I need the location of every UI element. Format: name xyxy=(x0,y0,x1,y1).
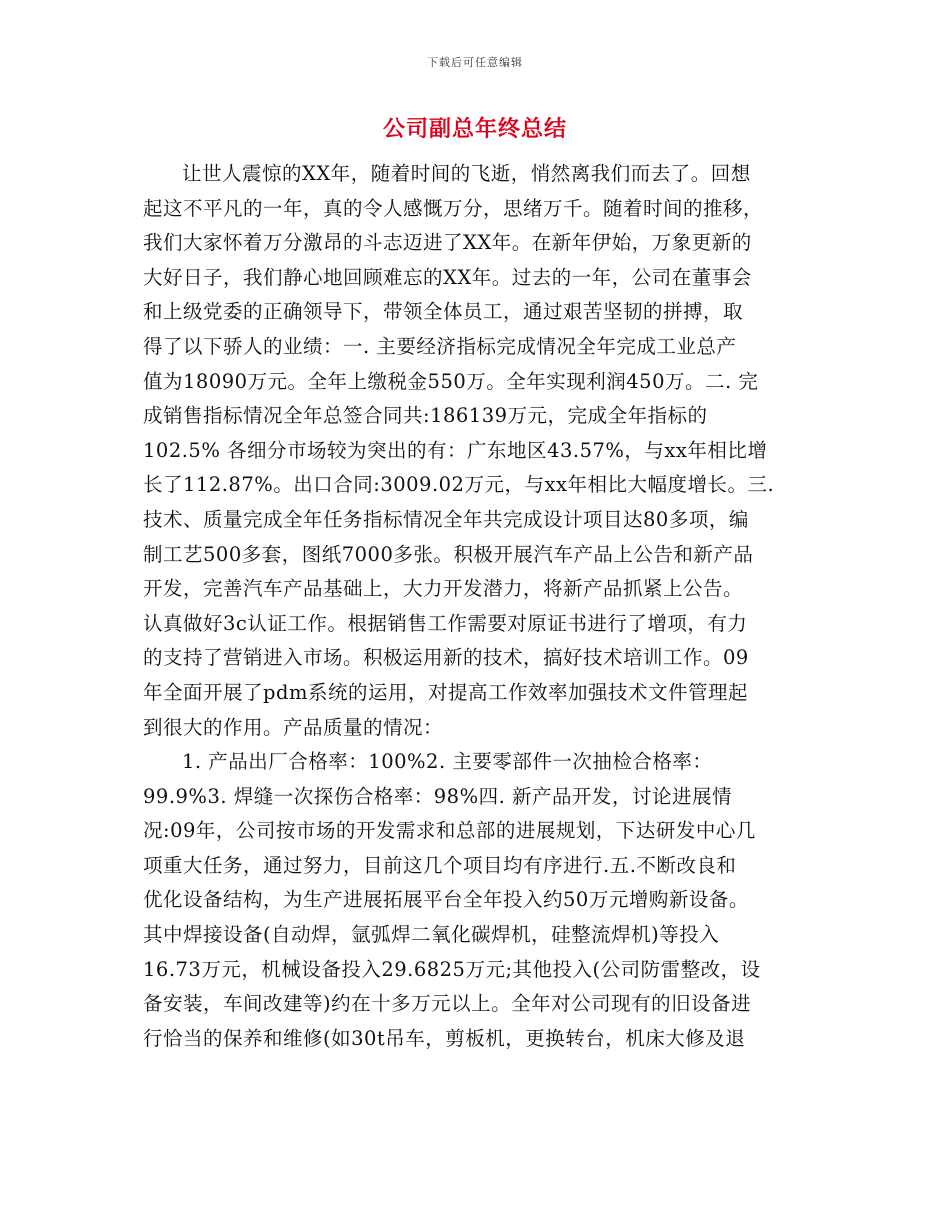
header-note: 下载后可任意编辑 xyxy=(427,56,523,69)
body-text-line: 开发，完善汽车产品基础上，大力开发潜力，将新产品抓紧上公告。 xyxy=(143,577,744,601)
body-text-line: 大好日子，我们静心地回顾难忘的XX年。过去的一年，公司在董事会 xyxy=(143,265,752,289)
body-text-line: 让世人震惊的XX年，随着时间的飞逝，悄然离我们而去了。回想 xyxy=(182,162,751,185)
body-text-line: 和上级党委的正确领导下，带领全体员工，通过艰苦坚韧的拼搏，取 xyxy=(143,300,744,324)
body-text-line: 成销售指标情况全年总签合同共:186139万元，完成全年指标的 xyxy=(143,404,708,428)
body-text-line: 我们大家怀着万分激昂的斗志迈进了XX年。在新年伊始，万象更新的 xyxy=(143,231,752,255)
document-title: 公司副总年终总结 xyxy=(382,117,567,142)
body-text-line: 其中焊接设备(自动焊，氩弧焊二氧化碳焊机，硅整流焊机)等投入 xyxy=(143,923,720,947)
body-text-line: 得了以下骄人的业绩：一. 主要经济指标完成情况全年完成工业总产 xyxy=(143,334,737,358)
body-text-line: 制工艺500多套，图纸7000多张。积极开展汽车产品上公告和新产品 xyxy=(143,542,754,566)
body-text-line: 102.5% 各细分市场较为突出的有：广东地区43.57%，与xx年相比增 xyxy=(143,438,768,462)
body-text-line: 16.73万元，机械设备投入29.6825万元;其他投入(公司防雷整改，设 xyxy=(143,957,761,981)
body-text-line: 认真做好3c认证工作。根据销售工作需要对原证书进行了增项，有力 xyxy=(143,611,748,635)
body-text-line: 项重大任务，通过努力，目前这几个项目均有序进行.五.不断改良和 xyxy=(143,853,737,877)
body-text-line: 1. 产品出厂合格率：100%2. 主要零部件一次抽检合格率： xyxy=(182,750,713,774)
body-text-line: 况:09年，公司按市场的开发需求和总部的进展规划，下达研发中心几 xyxy=(143,819,756,843)
body-text-line: 年全面开展了pdm系统的运用，对提高工作效率加强技术文件管理起 xyxy=(143,680,748,704)
body-text-line: 到很大的作用。产品质量的情况： xyxy=(143,715,444,739)
body-text-line: 99.9%3. 焊缝一次探伤合格率：98%四. 新产品开发，讨论进展情 xyxy=(143,784,732,808)
body-text-line: 优化设备结构，为生产进展拓展平台全年投入约50万元增购新设备。 xyxy=(143,888,749,912)
body-text-line: 起这不平凡的一年，真的令人感慨万分，思绪万千。随着时间的推移， xyxy=(143,196,764,220)
body-text-line: 的支持了营销进入市场。积极运用新的技术，搞好技术培训工作。09 xyxy=(143,646,749,670)
body-text-line: 值为18090万元。全年上缴税金550万。全年实现利润450万。二. 完 xyxy=(143,369,759,393)
body-text-line: 技术、质量完成全年任务指标情况全年共完成设计项目达80多项，编 xyxy=(143,507,749,531)
document-body xyxy=(143,157,813,1056)
body-text-line: 备安装，车间改建等)约在十多万元以上。全年对公司现有的旧设备进 xyxy=(143,992,752,1016)
body-text-line: 行恰当的保养和维修(如30t吊车，剪板机，更换转台，机床大修及退 xyxy=(143,1026,746,1050)
body-text-line: 长了112.87%。出口合同:3009.02万元，与xx年相比大幅度增长。三. xyxy=(143,473,775,497)
